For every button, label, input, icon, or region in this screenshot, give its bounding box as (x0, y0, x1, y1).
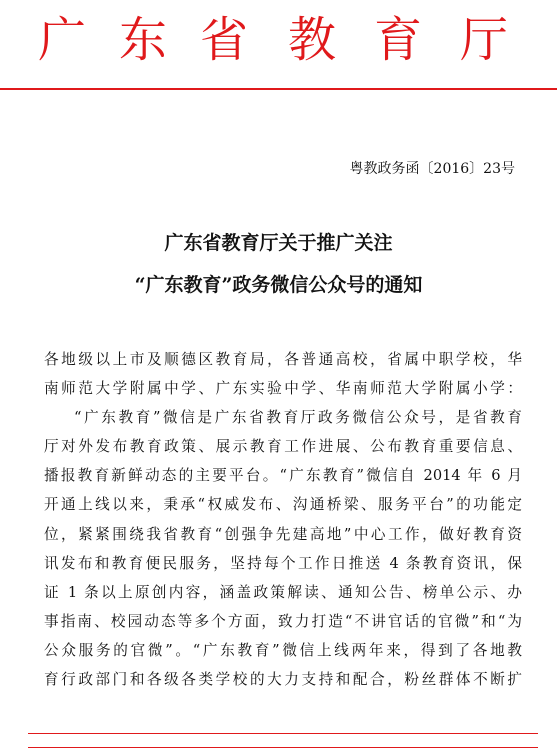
title-char-3: 省 (199, 12, 248, 68)
title-char-5: 育 (373, 12, 422, 68)
title-char-4: 教 (287, 12, 336, 68)
body-line: 公众服务的官微”。“广东教育”微信上线两年来，得到了各地教 (44, 641, 522, 659)
title-char-2: 东 (118, 12, 167, 68)
body-line: 位，紧紧围绕我省教育“创强争先建高地”中心工作，做好教育资 (44, 525, 522, 543)
document-title (0, 222, 557, 306)
header-red-rule (0, 88, 557, 90)
document-title-line-1: 广东省教育厅关于推广关注 (164, 232, 393, 254)
title-char-6: 厅 (459, 12, 508, 68)
body-line: 育行政部门和各级各类学校的大力支持和配合，粉丝群体不断扩 (44, 671, 522, 689)
issuing-authority-title (0, 10, 557, 70)
document-number: 粤教政务函〔2016〕23号 (349, 161, 515, 177)
document-body (44, 345, 522, 694)
body-line: 证 1 条以上原创内容，涵盖政策解读、通知公告、榜单公示、办 (44, 583, 522, 601)
page-edge-rule-bottom (28, 747, 538, 748)
document-title-line-2: “广东教育”政务微信公众号的通知 (134, 274, 423, 296)
body-line: 讯发布和教育便民服务，坚持每个工作日推送 4 条教育资讯，保 (44, 554, 522, 572)
body-line: “广东教育”微信是广东省教育厅政务微信公众号，是省教育 (74, 409, 522, 427)
body-line: 厅对外发布教育政策、展示教育工作进展、公布教育重要信息、 (44, 438, 522, 456)
body-line: 播报教育新鲜动态的主要平台。“广东教育”微信自 2014 年 6 月 (44, 467, 522, 485)
page-edge-rule-top (28, 733, 538, 734)
title-char-1: 广 (37, 12, 86, 68)
body-line: 各地级以上市及顺德区教育局，各普通高校，省属中职学校，华 (44, 351, 522, 368)
body-line: 事指南、校园动态等多个方面，致力打造“不讲官话的官微”和“为 (44, 612, 522, 630)
body-line: 南师范大学附属中学、广东实验中学、华南师范大学附属小学： (44, 380, 522, 398)
body-line: 开通上线以来，秉承“权威发布、沟通桥梁、服务平台”的功能定 (44, 496, 522, 514)
